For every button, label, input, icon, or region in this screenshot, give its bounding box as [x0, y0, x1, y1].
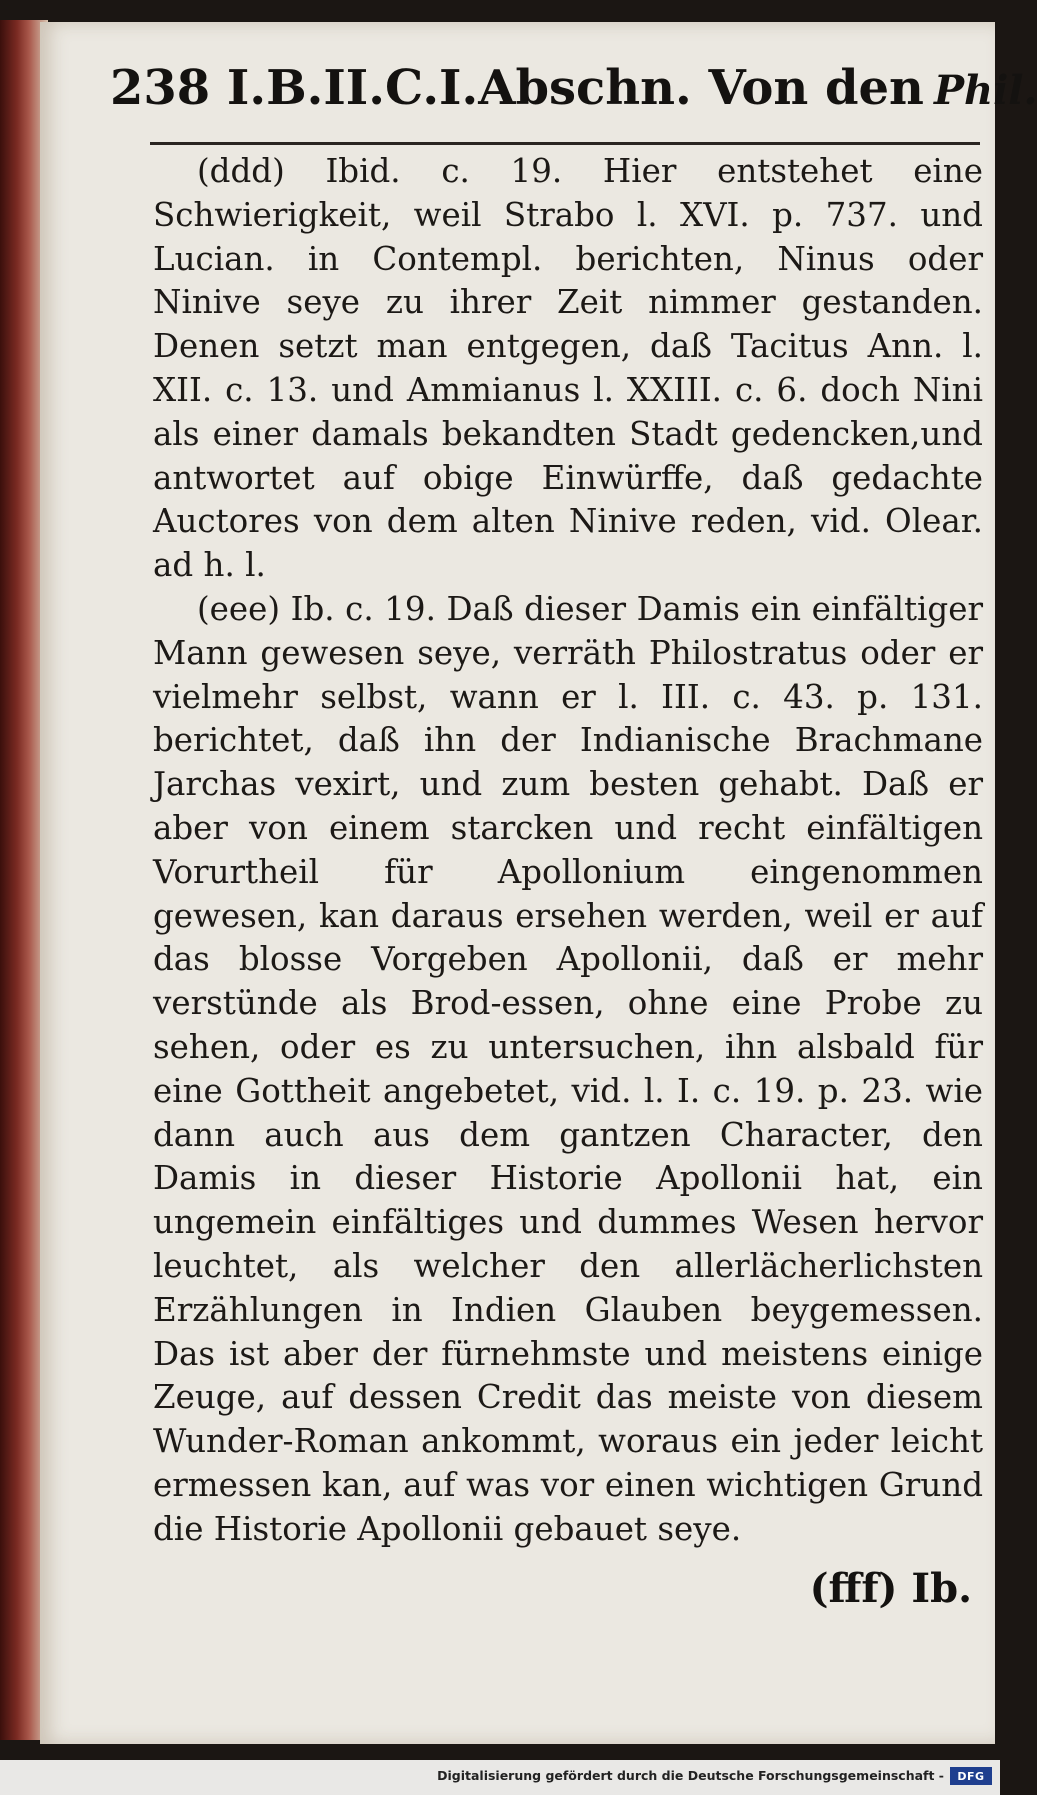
footnote-text-block — [153, 150, 983, 1552]
running-head — [110, 60, 1037, 116]
running-head-text: 238 I.B.II.C.I.Abschn. Von den — [110, 60, 924, 116]
running-head-italic: Phil. — [933, 67, 1037, 114]
dfg-logo-icon: DFG — [950, 1767, 992, 1785]
footnote-ddd: (ddd) Ibid. c. 19. Hier entstehet eine Schwierigkeit, weil Strabo l. XVI. p. 737. und Lucian. in Contempl. berichten, Ninus oder Ninive seye zu ihrer Zeit nimmer gestanden. Denen setzt man entgegen, daß Tacitus Ann. l. XII. c. 13. und Ammianus l. XXIII. c. 6. doch Nini als einer damals bekandten Stadt gedencken,und antwortet auf obige Einwürffe, daß gedachte Auctores von dem alten Ninive reden, vid. Olear. ad h. l. — [153, 152, 983, 585]
catchword: (fff) Ib. — [809, 1565, 972, 1612]
footer-credit: Digitalisierung gefördert durch die Deutsche Forschungsgemeinschaft - — [437, 1768, 944, 1783]
digitization-footer — [0, 1760, 1000, 1795]
header-rule — [150, 142, 980, 145]
footnote-eee: (eee) Ib. c. 19. Daß dieser Damis ein einfältiger Mann gewesen seye, verräth Philostratus oder er vielmehr selbst, wann er l. III. c. 43. p. 131. berichtet, daß ihn der Indianische Brachmane Jarchas vexirt, und zum besten gehabt. Daß er aber von einem starcken und recht einfältigen Vorurtheil für Apollonium eingenommen gewesen, kan daraus ersehen werden, weil er auf das blosse Vorgeben Apollonii, daß er mehr verstünde als Brod-essen, ohne eine Probe zu sehen, oder es zu untersuchen, ihn alsbald für eine Gottheit angebetet, vid. l. I. c. 19. p. 23. wie dann auch aus dem gantzen Character, den Damis in dieser Historie Apollonii hat, ein ungemein einfältiges und dummes Wesen hervor leuchtet, als welcher den allerlächerlichsten Erzählungen in Indien Glauben beygemessen. Das ist aber der fürnehmste und meistens einige Zeuge, auf dessen Credit das meiste von diesem Wunder-Roman ankommt, woraus ein jeder leicht ermessen kan, auf was vor einen wichtigen Grund die Historie Apollonii gebauet seye. — [153, 589, 983, 1548]
